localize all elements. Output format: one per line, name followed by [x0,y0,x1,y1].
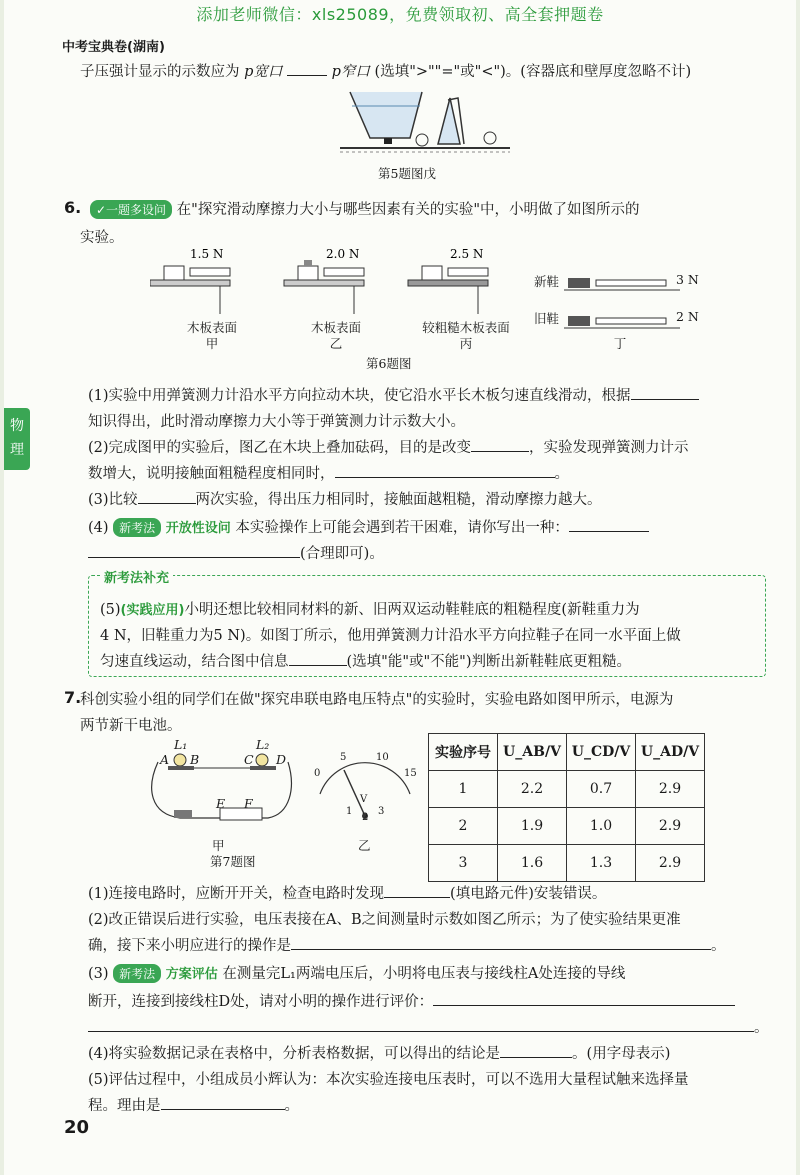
q7-blank-5[interactable] [500,1043,572,1058]
q6-p2b: 数增大，说明接触面粗糙程度相同时， 。 [88,462,569,483]
q7-p2b-text: 确，接下来小明应进行的操作是 [88,938,291,954]
force-label-yi: 2.0 N [326,247,360,261]
q7-p3 [88,962,625,983]
surface-label-jia: 木板表面 [186,320,237,335]
q7-blank-3[interactable] [433,991,735,1006]
q6-p5-tag: (实践应用) [120,603,185,618]
q6-p2a-text: (2)完成图甲的实验后，图乙在木块上叠加砝码，目的是改变 [88,440,472,456]
subject-tab [4,408,30,470]
circuit-L1: L₁ [174,737,188,752]
q6-setup-jia [150,247,230,314]
meter-tick-15: 15 [404,768,417,779]
shoe-new-force: 3 N [676,272,699,287]
meter-tick-10: 10 [376,752,389,763]
q5-line [80,60,691,81]
q6-p5d [100,650,631,671]
q6-p5e-text: (选填"能"或"不能")判断出新鞋鞋底更粗糙。 [346,654,631,670]
page-number: 20 [64,1117,90,1138]
table-row [429,808,705,845]
table-cell: 2.9 [636,771,705,808]
label-bing: 丙 [459,336,473,351]
surface-label-yi: 木板表面 [310,320,361,335]
q7-p4b-text: 。(用字母表示) [572,1046,671,1062]
q6-p5c: 4 N，旧鞋重力为5 N)。如图丁所示，他用弹簧测力计沿水平方向拉鞋子在同一水平面上做 [100,628,681,644]
q6-p5a [100,598,640,619]
q7-p1a-text: (1)连接电路时，应断开开关，检查电路时发现 [88,886,385,902]
q7-p3a-text: (3) [88,966,109,982]
q5-text: 子压强计显示的示数应为 [80,64,240,80]
q6-p2a [88,436,689,457]
q6-blank-1[interactable] [631,385,699,400]
q6-blank-3[interactable] [335,463,555,478]
table-cell: 1.3 [567,845,636,882]
circuit-D: D [276,752,287,767]
q6-caption: 第6题图 [366,356,412,371]
q6-setup-ding [564,278,680,328]
q6-p3a-text: (3)比较 [88,492,138,508]
q6-p4-tag: 新考法 [113,518,161,537]
q7-caption: 第7题图 [210,854,256,869]
table-header: U_CD/V [567,734,636,771]
q7-p2a: (2)改正错误后进行实验，电压表接在A、B之间测量时示数如图乙所示；为了使实验结果更准 [88,912,681,928]
force-label-bing: 2.5 N [450,247,484,261]
q6-p1b: 知识得出，此时滑动摩擦力大小等于弹簧测力计示数大小。 [88,414,465,430]
q5-caption: 第5题图戊 [378,166,436,181]
circuit-E: E [216,796,226,811]
table-row [429,771,705,808]
q7-blank-2[interactable] [291,935,711,950]
q6-intro [90,198,640,219]
fig-jia: 甲 [212,838,225,853]
q7-blank-6[interactable] [161,1095,285,1110]
q5-text-b: (选填">""="或"<")。(容器底和壁厚度忽略不计) [374,64,692,80]
label-jia: 甲 [205,336,219,351]
table-cell: 3 [429,845,498,882]
q7-p3b-text: 在测量完L₁两端电压后，小明将电压表与接线柱A处连接的导线 [222,966,626,982]
q6-p2b-text: 数增大，说明接触面粗糙程度相同时， [88,466,335,482]
q6-number: 6. [64,198,82,217]
q7-p1b-text: (填电路元件)安装错误。 [450,886,607,902]
table-cell: 2.9 [636,845,705,882]
label-yi: 乙 [329,336,343,351]
label-ding: 丁 [613,336,627,351]
q7-p3-tag: 新考法 [113,964,161,983]
surface-label-bing: 较粗糙木板表面 [422,320,510,335]
q7-p5c-text: 。 [284,1098,299,1114]
q6-blank-6[interactable] [88,543,300,558]
circuit-F: F [244,796,253,811]
q5-p-wide: p宽口 [244,64,283,80]
circuit-A: A [160,752,170,767]
meter-tick-0: 0 [314,768,321,779]
extension-box-title: 新考法补充 [100,567,173,586]
page-header: 中考宝典卷(湖南) [62,40,165,55]
subject-tab-char: 物 [10,418,24,434]
meter-tick-5: 5 [340,752,347,763]
table-cell: 0.7 [567,771,636,808]
q6-blank-4[interactable] [138,489,196,504]
banner: 添加老师微信：xls25089，免费领取初、高全套押题卷 [196,5,604,24]
q6-p1a-text: (1)实验中用弹簧测力计沿水平方向拉动木块，使它沿水平长木板匀速直线滑动，根据 [88,388,631,404]
table-cell: 2 [429,808,498,845]
q6-p5b-text: 小明还想比较相同材料的新、旧两双运动鞋鞋底的粗糙程度(新鞋重力为 [184,602,640,618]
q6-tag: ✓一题多设问 [90,200,172,219]
q7-intro-b: 两节新干电池。 [80,718,182,734]
q6-blank-2[interactable] [471,437,529,452]
meter-sub-1: 1 [346,806,353,817]
q6-p4c-text: (合理即可)。 [300,546,384,562]
q5-p-narrow: p窄口 [331,64,370,80]
q6-p3 [88,488,602,509]
q7-number: 7. [64,688,82,707]
q6-intro-a: 在"探究滑动摩擦力大小与哪些因素有关的实验"中，小明做了如图所示的 [176,202,640,218]
table-header-row [429,734,705,771]
q7-p3-tag2: 方案评估 [165,967,218,982]
q7-p5a: (5)评估过程中，小组成员小辉认为：本次实验连接电压表时，可以不选用大量程试触来选择量 [88,1072,689,1088]
q6-p2a2-text: ，实验发现弹簧测力计示 [529,440,689,456]
table-cell: 2.2 [498,771,567,808]
q6-p4a-text: (4) [88,520,109,536]
circuit-L2: L₂ [256,737,270,752]
q7-p5b [88,1094,299,1115]
q7-p4a-text: (4)将实验数据记录在表格中，分析表格数据，可以得出的结论是 [88,1046,501,1062]
q6-intro-b: 实验。 [80,230,124,246]
table-cell: 1.0 [567,808,636,845]
meter-sub-3: 3 [378,806,385,817]
q6-setup-yi [284,247,364,314]
q7-p1 [88,882,606,903]
voltage-table [428,733,705,882]
q7-p2b: 确，接下来小明应进行的操作是 。 [88,934,726,955]
meter-sub-2: 2 [362,812,369,823]
shoe-old-force: 2 N [676,309,699,324]
q6-p5a-text: (5) [100,602,121,618]
circuit-B: B [190,752,200,767]
q6-blank-5[interactable] [569,517,649,532]
table-header: U_AD/V [636,734,705,771]
q6-p4-tag2: 开放性设问 [165,521,231,536]
circuit-C: C [244,752,254,767]
q5-blank[interactable] [287,61,327,76]
q6-p4 [88,516,649,537]
q7-p3d: 。 [88,1016,769,1037]
subject-tab-char: 理 [10,442,24,458]
q7-blank-4[interactable] [88,1017,754,1032]
table-cell: 2.9 [636,808,705,845]
meter-unit: V [360,794,368,805]
q7-p3c [88,990,735,1011]
q6-p3b-text: 两次实验，得出压力相同时，接触面越粗糙，滑动摩擦力越大。 [195,492,602,508]
q6-p1a [88,384,699,405]
shoe-old-label: 旧鞋 [534,311,560,326]
table-header: 实验序号 [429,734,498,771]
q7-p3c-text: 断开，连接到接线柱D处，请对小明的操作进行评价： [88,994,434,1010]
table-cell: 1.6 [498,845,567,882]
q6-p4b-text: 本实验操作上可能会遇到若干困难，请你写出一种： [235,520,569,536]
q7-blank-1[interactable] [384,883,450,898]
table-cell: 1 [429,771,498,808]
q7-intro-a: 科创实验小组的同学们在做"探究串联电路电压特点"的实验时，实验电路如图甲所示，电源为 [80,692,674,708]
q6-p5d-text: 匀速直线运动，结合图中信息 [100,654,289,670]
shoe-new-label: 新鞋 [534,274,560,289]
q7-p4 [88,1042,670,1063]
q6-setup-bing [408,247,488,314]
force-label-jia: 1.5 N [190,247,224,261]
table-row [429,845,705,882]
q6-p4c [88,542,384,563]
table-header: U_AB/V [498,734,567,771]
table-cell: 1.9 [498,808,567,845]
q5-figure [340,88,520,160]
q6-blank-7[interactable] [289,651,347,666]
q7-p5b-text: 程。理由是 [88,1098,161,1114]
fig-yi: 乙 [358,838,371,853]
